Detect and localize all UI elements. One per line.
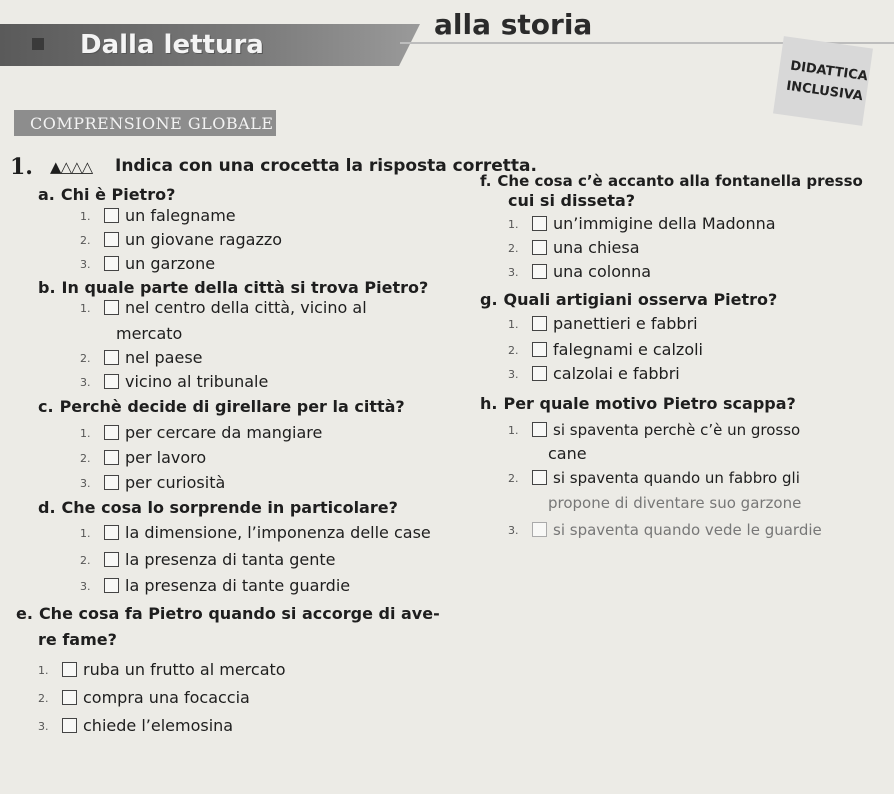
checkbox[interactable] (532, 522, 547, 537)
option-text: compra una focaccia (83, 688, 250, 707)
option-number: 2. (80, 234, 91, 247)
option-text: per curiosità (125, 473, 226, 492)
option-number: 2. (508, 242, 519, 255)
question-text: Che cosa fa Pietro quando si accorge di ave- (38, 604, 440, 623)
option-g2[interactable] (508, 340, 703, 360)
checkbox[interactable] (532, 240, 547, 255)
question-letter: h. (480, 394, 498, 413)
option-text: la presenza di tanta gente (125, 550, 336, 569)
option-number: 2. (80, 352, 91, 365)
option-e3[interactable] (38, 716, 233, 736)
option-b1[interactable] (80, 298, 367, 318)
option-number: 2. (508, 344, 519, 357)
question-text: In quale parte della città si trova Pietro? (61, 278, 429, 297)
checkbox[interactable] (532, 316, 547, 331)
option-text: un garzone (125, 254, 216, 273)
question-text: Che cosa lo sorprende in particolare? (61, 498, 398, 517)
option-number: 2. (80, 452, 91, 465)
option-number: 3. (80, 477, 91, 490)
option-text: si spaventa perchè c’è un grosso (553, 421, 801, 439)
badge-line2: INCLUSIVA (785, 78, 864, 105)
checkbox[interactable] (532, 366, 547, 381)
option-f3[interactable] (508, 262, 651, 282)
question-text: Perchè decide di girellare per la città? (59, 397, 405, 416)
question-b (38, 278, 428, 297)
option-text: calzolai e fabbri (553, 364, 680, 383)
option-text: si spaventa quando un fabbro gli (553, 469, 800, 487)
option-text: un’immigine della Madonna (553, 214, 776, 233)
question-a (38, 185, 175, 204)
checkbox[interactable] (104, 300, 119, 315)
badge-line1: DIDATTICA (789, 58, 869, 85)
exercise-number: 1. (10, 154, 33, 180)
option-d1[interactable] (80, 523, 431, 543)
checkbox[interactable] (104, 578, 119, 593)
option-number: 3. (80, 580, 91, 593)
checkbox[interactable] (104, 475, 119, 490)
question-letter: c. (38, 397, 54, 416)
question-text: Chi è Pietro? (60, 185, 176, 204)
question-letter: g. (480, 290, 498, 309)
checkbox[interactable] (532, 342, 547, 357)
option-number: 2. (508, 472, 519, 485)
option-d2[interactable] (80, 550, 336, 570)
option-text: chiede l’elemosina (83, 716, 234, 735)
option-number: 1. (80, 527, 91, 540)
option-text: falegnami e calzoli (553, 340, 703, 359)
question-text: Che cosa c’è accanto alla fontanella presso (497, 172, 863, 190)
option-text: per lavoro (125, 448, 207, 467)
option-number: 3. (80, 258, 91, 271)
question-text: Per quale motivo Pietro scappa? (503, 394, 796, 413)
option-g1[interactable] (508, 314, 698, 334)
option-a3[interactable] (80, 254, 215, 274)
option-text: una chiesa (553, 238, 640, 257)
header-left-title: Dalla lettura (80, 30, 264, 60)
option-text: nel centro della città, vicino al (125, 298, 367, 317)
checkbox[interactable] (532, 422, 547, 437)
checkbox[interactable] (62, 690, 77, 705)
checkbox[interactable] (62, 718, 77, 733)
option-text: un falegname (125, 206, 236, 225)
question-letter: e. (16, 604, 33, 623)
option-f2[interactable] (508, 238, 640, 258)
option-b3[interactable] (80, 372, 268, 392)
checkbox[interactable] (104, 232, 119, 247)
option-number: 3. (508, 266, 519, 279)
header-marker (32, 38, 44, 50)
checkbox[interactable] (104, 450, 119, 465)
checkbox[interactable] (62, 662, 77, 677)
option-number: 1. (80, 427, 91, 440)
option-text: la dimensione, l’imponenza delle case (125, 523, 431, 542)
option-text: la presenza di tante guardie (125, 576, 351, 595)
option-number: 1. (38, 664, 49, 677)
option-e2[interactable] (38, 688, 250, 708)
option-text: vicino al tribunale (125, 372, 269, 391)
option-number: 1. (80, 210, 91, 223)
option-h2[interactable] (508, 468, 800, 488)
option-number: 3. (508, 524, 519, 537)
question-letter: f. (480, 172, 492, 190)
option-h1-continued: cane (548, 444, 587, 463)
option-a2[interactable] (80, 230, 282, 250)
question-g (480, 290, 777, 309)
option-g3[interactable] (508, 364, 680, 384)
option-number: 2. (38, 692, 49, 705)
question-text: Quali artigiani osserva Pietro? (503, 290, 778, 309)
option-f1[interactable] (508, 214, 776, 234)
option-number: 1. (508, 218, 519, 231)
question-e (16, 604, 440, 623)
option-number: 1. (80, 302, 91, 315)
checkbox[interactable] (104, 208, 119, 223)
question-letter: b. (38, 278, 56, 297)
difficulty-icon: ▲△△△ (50, 158, 93, 176)
checkbox[interactable] (104, 525, 119, 540)
option-number: 2. (80, 554, 91, 567)
option-c1[interactable] (80, 423, 322, 443)
option-h2-continued: propone di diventare suo garzone (548, 494, 802, 512)
option-a1[interactable] (80, 206, 236, 226)
option-e1[interactable] (38, 660, 286, 680)
question-h (480, 394, 796, 413)
option-b2[interactable] (80, 348, 203, 368)
checkbox[interactable] (104, 374, 119, 389)
question-d (38, 498, 398, 517)
option-text: panettieri e fabbri (553, 314, 698, 333)
option-text: nel paese (125, 348, 203, 367)
question-letter: d. (38, 498, 56, 517)
option-number: 3. (80, 376, 91, 389)
question-letter: a. (38, 185, 55, 204)
option-text: per cercare da mangiare (125, 423, 323, 442)
option-h3[interactable] (508, 520, 822, 540)
option-number: 1. (508, 424, 519, 437)
option-text: una colonna (553, 262, 652, 281)
exercise-instruction: Indica con una crocetta la risposta corretta. (115, 156, 537, 176)
checkbox[interactable] (104, 256, 119, 271)
option-b1-continued: mercato (116, 324, 183, 343)
header-right-title: alla storia (434, 8, 593, 41)
option-text: un giovane ragazzo (125, 230, 283, 249)
question-c (38, 397, 405, 416)
question-e-continued: re fame? (38, 630, 117, 649)
option-number: 1. (508, 318, 519, 331)
section-title: COMPRENSIONE GLOBALE (30, 114, 274, 133)
checkbox[interactable] (104, 350, 119, 365)
question-f (480, 172, 863, 190)
checkbox[interactable] (104, 552, 119, 567)
option-c2[interactable] (80, 448, 206, 468)
option-h1[interactable] (508, 420, 800, 440)
option-number: 3. (508, 368, 519, 381)
question-f-continued: cui si disseta? (508, 191, 636, 210)
checkbox[interactable] (532, 470, 547, 485)
checkbox[interactable] (532, 216, 547, 231)
option-d3[interactable] (80, 576, 350, 596)
option-text: si spaventa quando vede le guardie (553, 521, 822, 539)
checkbox[interactable] (104, 425, 119, 440)
checkbox[interactable] (532, 264, 547, 279)
option-c3[interactable] (80, 473, 225, 493)
option-text: ruba un frutto al mercato (83, 660, 286, 679)
option-number: 3. (38, 720, 49, 733)
